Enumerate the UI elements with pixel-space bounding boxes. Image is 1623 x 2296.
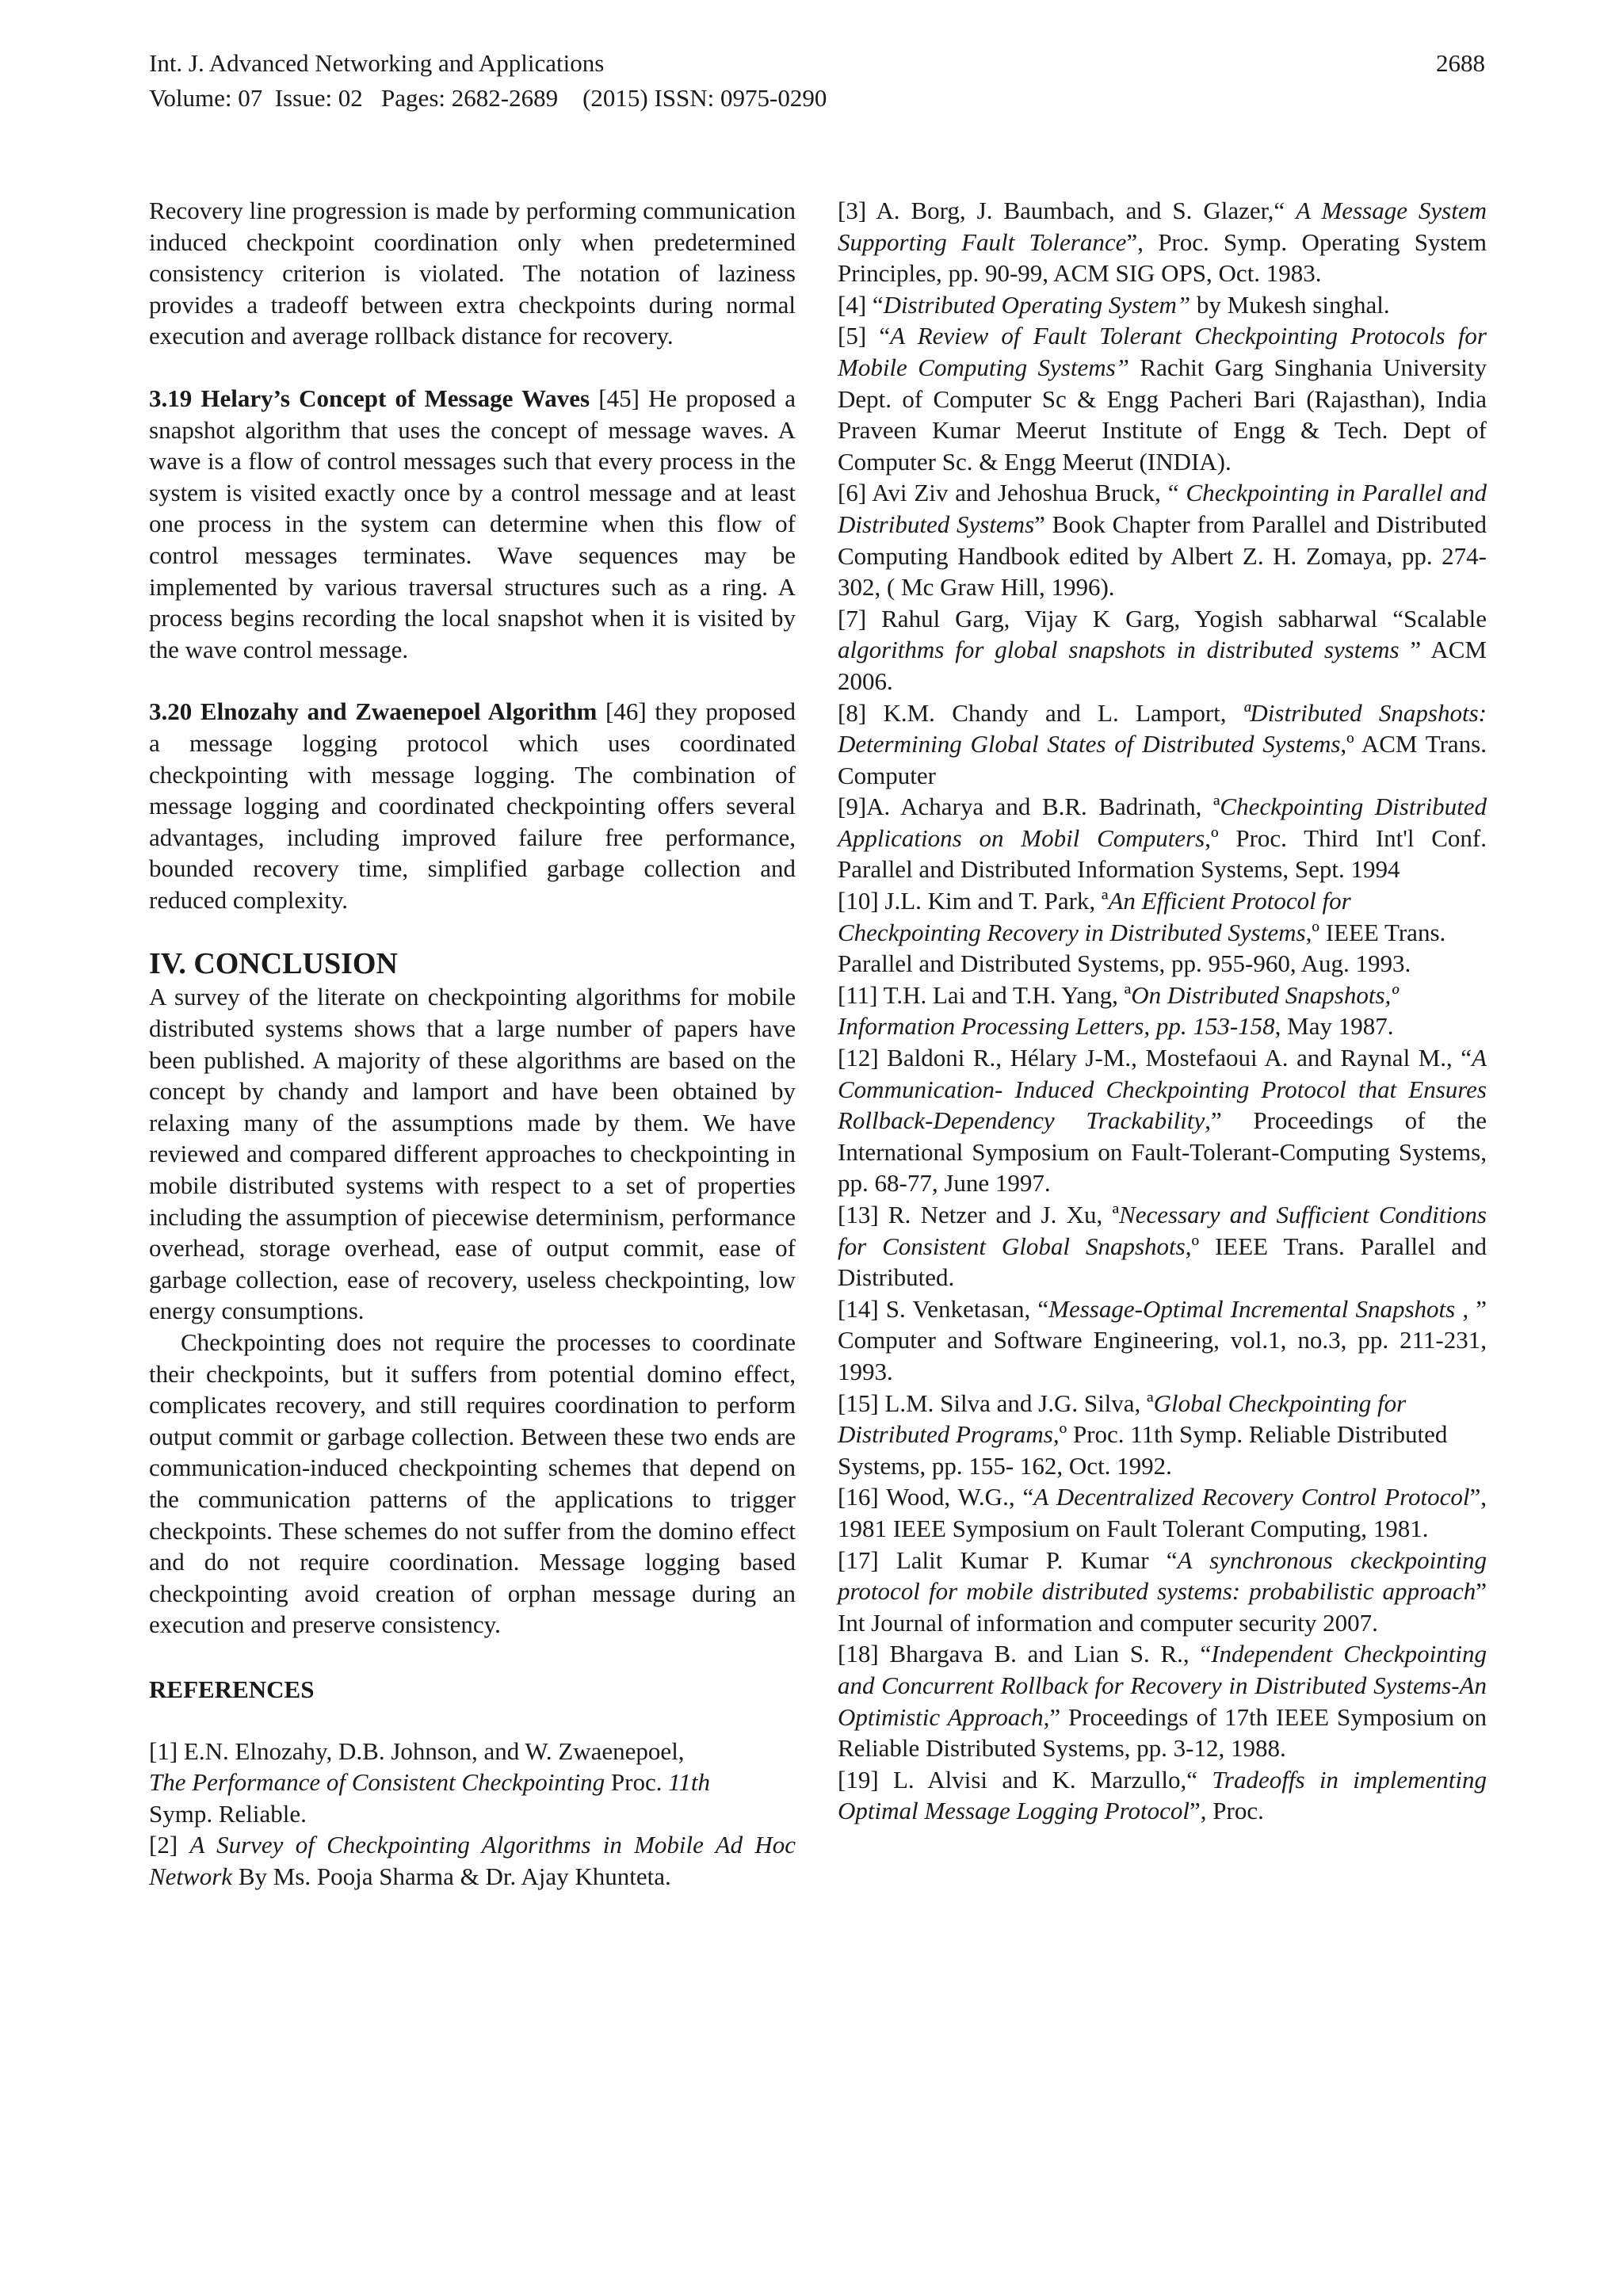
conclusion-paragraph-1: A survey of the literate on checkpointing algorithms for mobile distributed systems shows that a large number of papers have been published. A majority of these algorithms are based on the concept by chandy and lamport and have been obtained by relaxing many of the assumptions made by them. We have reviewed and compared different approaches to checkpointing in mobile distributed systems with respect to a set of properties including the assumption of piecewise determinism, performance overhead, storage overhead, ease of output commit, ease of garbage collection, ease of recovery, useless checkpointing, low energy consumptions. — [149, 983, 796, 1325]
reference-17: [17] Lalit Kumar P. Kumar “A synchronous ckeckpointing protocol for mobile distributed systems: probabilistic approach” Int Journal of information and computer security 2007. — [838, 1545, 1487, 1637]
reference-10: [10] J.L. Kim and T. Park, ªAn Efficient Protocol for Checkpointing Recovery in Distributed Systems,º IEEE Trans. Parallel and Distributed Systems, pp. 955-960, Aug. 1993. — [838, 887, 1446, 978]
left-column — [149, 195, 796, 1893]
reference-4: [4] “Distributed Operating System” by Mukesh singhal. — [838, 290, 1390, 319]
running-header — [149, 46, 1485, 116]
references-heading: REFERENCES — [149, 1675, 315, 1703]
journal-title: Int. J. Advanced Networking and Applications — [149, 49, 605, 77]
reference-6: [6] Avi Ziv and Jehoshua Bruck, “ Checkpointing in Parallel and Distributed Systems” Book Chapter from Parallel and Distributed Computing Handbook edited by Albert Z. H. Zomaya, pp. 274-302, ( Mc Graw Hill, 1996). — [838, 479, 1487, 602]
reference-2: [2] A Survey of Checkpointing Algorithms in Mobile Ad Hoc Network By Ms. Pooja Sharma & Dr. Ajay Khunteta. — [149, 1831, 796, 1890]
reference-11: [11] T.H. Lai and T.H. Yang, ªOn Distributed Snapshots,º Information Processing Letters, pp. 153-158, May 1987. — [838, 980, 1399, 1041]
reference-15: [15] L.M. Silva and J.G. Silva, ªGlobal Checkpointing for Distributed Programs,º Proc. 11th Symp. Reliable Distributed Systems, pp. 155- 162, Oct. 1992. — [838, 1389, 1448, 1480]
conclusion-paragraph-2: Checkpointing does not require the processes to coordinate their checkpoints, but it suffers from potential domino effect, complicates recovery, and still requires coordination to perform output commit or garbage collection. Between these two ends are communication-induced checkpointing schemes that depend on the communication patterns of the applications to trigger checkpoints. These schemes do not suffer from the domino effect and do not require coordination. Message logging based checkpointing avoid creation of orphan message during an execution and preserve consistency. — [149, 1328, 796, 1639]
section-3-19 — [149, 383, 796, 665]
reference-13: [13] R. Netzer and J. Xu, ªNecessary and Sufficient Conditions for Consistent Global Snapshots,º IEEE Trans. Parallel and Distributed. — [838, 1201, 1487, 1292]
reference-19: [19] L. Alvisi and K. Marzullo,“ Tradeoffs in implementing Optimal Message Logging Protocol”, Proc. — [838, 1765, 1487, 1825]
right-column — [838, 195, 1487, 1827]
section-3-20 — [149, 696, 796, 915]
section-3-19-title: 3.19 Helary’s Concept of Message Waves — [149, 384, 590, 412]
reference-5: [5] “A Review of Fault Tolerant Checkpointing Protocols for Mobile Computing Systems” Rachit Garg Singhania University Dept. of Computer Sc & Engg Pacheri Bari (Rajasthan), India Praveen Kumar Meerut Institute of Engg & Tech. Dept of Computer Sc. & Engg Meerut (INDIA). — [838, 322, 1487, 476]
reference-8: [8] K.M. Chandy and L. Lamport, ªDistributed Snapshots: Determining Global States of Distributed Systems,º ACM Trans. Computer — [838, 698, 1487, 789]
reference-12: [12] Baldoni R., Hélary J-M., Mostefaoui A. and Raynal M., “A Communication- Induced Checkpointing Protocol that Ensures Rollback-Dependency Trackability,” Proceedings of the International Symposium on Fault-Tolerant-Computing Systems, pp. 68-77, June 1997. — [838, 1044, 1487, 1198]
reference-14: [14] S. Venketasan, “Message-Optimal Incremental Snapshots , ” Computer and Software Engineering, vol.1, no.3, pp. 211-231, 1993. — [838, 1294, 1487, 1385]
reference-7: [7] Rahul Garg, Vijay K Garg, Yogish sabharwal “Scalable algorithms for global snapshots in distributed systems ” ACM 2006. — [838, 604, 1487, 695]
section-3-19-body: [45] He proposed a snapshot algorithm that uses the concept of message waves. A wave is a flow of control messages such that every process in the system is visited exactly once by a control message and at least one process in the system can determine when this flow of control messages terminates. Wave sequences may be implemented by various traversal structures such as a ring. A process begins recording the local snapshot when it is visited by the wave control message. — [149, 384, 796, 663]
reference-1: [1] E.N. Elnozahy, D.B. Johnson, and W. Zwaenepoel, The Performance of Consistent Checkpointing Proc. 11th Symp. Reliable. — [149, 1736, 711, 1828]
reference-3: [3] A. Borg, J. Baumbach, and S. Glazer,“ A Message System Supporting Fault Tolerance”, Proc. Symp. Operating System Principles, pp. 90-99, ACM SIG OPS, Oct. 1983. — [838, 197, 1487, 288]
section-3-20-body: [46] they proposed a message logging protocol which uses coordinated checkpointing with message logging. The combination of message logging and coordinated checkpointing offers several advantages, including improved failure free performance, bounded recovery time, simplified garbage collection and reduced complexity. — [149, 697, 796, 914]
page-number: 2688 — [1436, 49, 1485, 77]
section-3-20-title: 3.20 Elnozahy and Zwaenepoel Algorithm — [149, 697, 598, 726]
reference-18: [18] Bhargava B. and Lian S. R., “Independent Checkpointing and Concurrent Rollback for Recovery in Distributed Systems-An Optimistic Approach,” Proceedings of 17th IEEE Symposium on Reliable Distributed Systems, pp. 3-12, 1988. — [838, 1640, 1487, 1763]
recovery-line-paragraph: Recovery line progression is made by performing communication induced checkpoint coordination only when predetermined consistency criterion is violated. The notation of laziness provides a tradeoff between extra checkpoints during normal execution and average rollback distance for recovery. — [149, 197, 796, 350]
conclusion-heading: IV. CONCLUSION — [149, 947, 398, 981]
reference-16: [16] Wood, W.G., “A Decentralized Recovery Control Protocol”, 1981 IEEE Symposium on Fault Tolerant Computing, 1981. — [838, 1483, 1487, 1542]
volume-issue-line: Volume: 07 Issue: 02 Pages: 2682-2689 (2015) ISSN: 0975-0290 — [149, 84, 827, 112]
reference-9: [9]A. Acharya and B.R. Badrinath, ªCheckpointing Distributed Applications on Mobil Computers,º Proc. Third Int'l Conf. Parallel and Distributed Information Systems, Sept. 1994 — [838, 793, 1487, 884]
